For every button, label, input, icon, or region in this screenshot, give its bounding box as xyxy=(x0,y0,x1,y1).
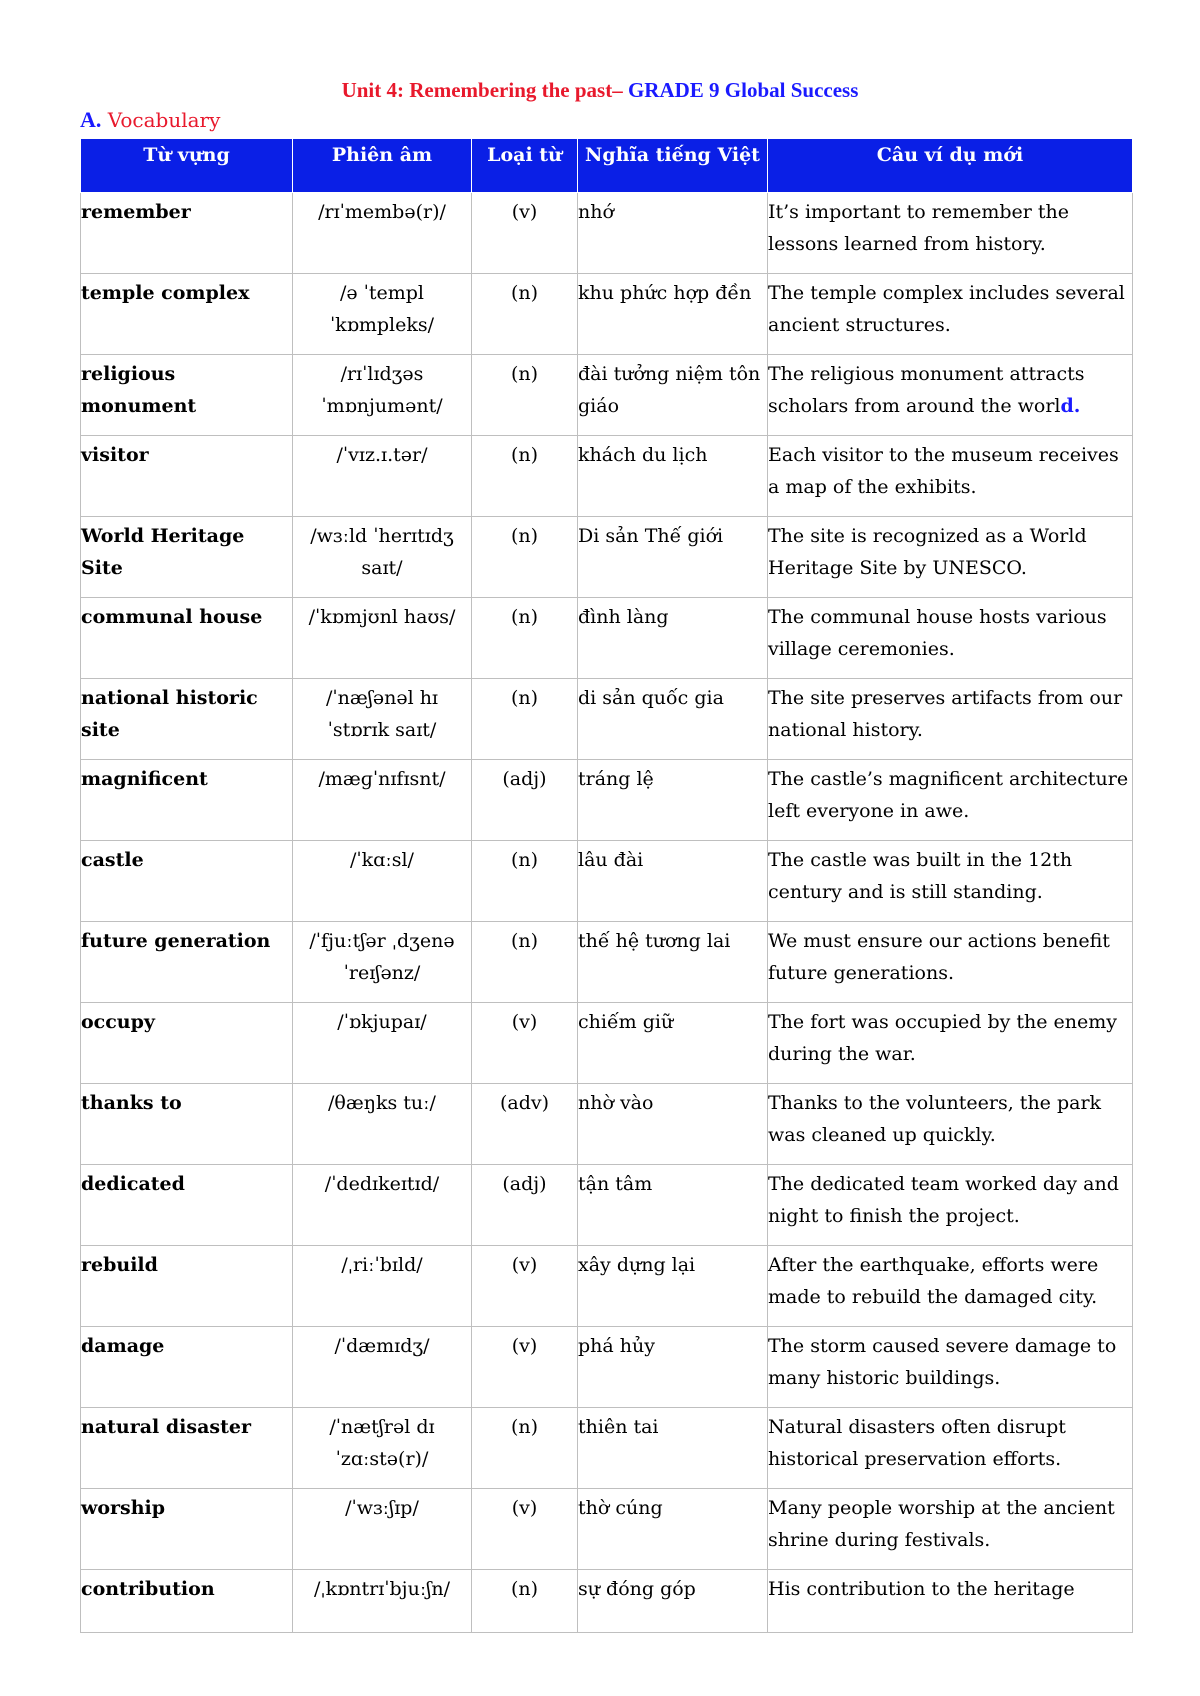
header-word: Từ vựng xyxy=(81,139,293,193)
example-accent: d. xyxy=(1060,395,1081,417)
cell-example: We must ensure our actions benefit future generations. xyxy=(768,922,1133,1003)
cell-ipa: /ˌriːˈbɪld/ xyxy=(293,1246,472,1327)
table-row xyxy=(81,1165,1133,1246)
cell-example: Thanks to the volunteers, the park was cleaned up quickly. xyxy=(768,1084,1133,1165)
cell-pos: (n) xyxy=(472,274,578,355)
cell-example: The castle was built in the 12th century and is still standing. xyxy=(768,841,1133,922)
cell-word: communal house xyxy=(81,598,293,679)
cell-meaning: xây dựng lại xyxy=(578,1246,768,1327)
cell-example: Each visitor to the museum receives a map of the exhibits. xyxy=(768,436,1133,517)
table-row xyxy=(81,1570,1133,1633)
table-row xyxy=(81,1003,1133,1084)
cell-pos: (n) xyxy=(472,355,578,436)
table-header-row xyxy=(81,139,1133,193)
cell-word: thanks to xyxy=(81,1084,293,1165)
cell-word: rebuild xyxy=(81,1246,293,1327)
cell-meaning: tráng lệ xyxy=(578,760,768,841)
cell-word: World Heritage Site xyxy=(81,517,293,598)
cell-meaning: thờ cúng xyxy=(578,1489,768,1570)
cell-meaning: chiếm giữ xyxy=(578,1003,768,1084)
cell-ipa: /ˈfjuːtʃər ˌdʒenə ˈreɪʃənz/ xyxy=(293,922,472,1003)
table-row xyxy=(81,436,1133,517)
cell-example: It’s important to remember the lessons learned from history. xyxy=(768,193,1133,274)
cell-example: The dedicated team worked day and night to finish the project. xyxy=(768,1165,1133,1246)
cell-example: The castle’s magnificent architecture left everyone in awe. xyxy=(768,760,1133,841)
cell-meaning: lâu đài xyxy=(578,841,768,922)
title-grade: GRADE 9 Global Success xyxy=(627,78,859,102)
cell-word: worship xyxy=(81,1489,293,1570)
cell-word: occupy xyxy=(81,1003,293,1084)
cell-pos: (v) xyxy=(472,1246,578,1327)
cell-ipa: /wɜːld ˈherɪtɪdʒ saɪt/ xyxy=(293,517,472,598)
cell-word: national historic site xyxy=(81,679,293,760)
table-row xyxy=(81,598,1133,679)
cell-word: dedicated xyxy=(81,1165,293,1246)
table-row xyxy=(81,1408,1133,1489)
cell-example: The site is recognized as a World Heritage Site by UNESCO. xyxy=(768,517,1133,598)
table-row xyxy=(81,355,1133,436)
cell-pos: (n) xyxy=(472,841,578,922)
cell-meaning: thế hệ tương lai xyxy=(578,922,768,1003)
cell-pos: (v) xyxy=(472,193,578,274)
cell-example: The temple complex includes several ancient structures. xyxy=(768,274,1133,355)
cell-ipa: /ˈvɪz.ɪ.tər/ xyxy=(293,436,472,517)
cell-ipa: /ˈkɑːsl/ xyxy=(293,841,472,922)
cell-meaning: khách du lịch xyxy=(578,436,768,517)
cell-word: temple complex xyxy=(81,274,293,355)
cell-ipa: /rɪˈmembə(r)/ xyxy=(293,193,472,274)
section-letter: A. xyxy=(80,107,102,132)
header-ipa: Phiên âm xyxy=(293,139,472,193)
table-row xyxy=(81,841,1133,922)
header-pos: Loại từ xyxy=(472,139,578,193)
cell-example: Natural disasters often disrupt historical preservation efforts. xyxy=(768,1408,1133,1489)
title-unit: Unit 4: Remembering the past– xyxy=(341,78,628,102)
cell-pos: (n) xyxy=(472,679,578,760)
cell-word: remember xyxy=(81,193,293,274)
cell-example: The fort was occupied by the enemy during the war. xyxy=(768,1003,1133,1084)
cell-example: His contribution to the heritage xyxy=(768,1570,1133,1633)
cell-example: The communal house hosts various village ceremonies. xyxy=(768,598,1133,679)
cell-pos: (n) xyxy=(472,598,578,679)
cell-ipa: /ˈdedɪkeɪtɪd/ xyxy=(293,1165,472,1246)
cell-word: damage xyxy=(81,1327,293,1408)
cell-pos: (v) xyxy=(472,1003,578,1084)
cell-word: visitor xyxy=(81,436,293,517)
cell-meaning: phá hủy xyxy=(578,1327,768,1408)
cell-ipa: /ˈdæmɪdʒ/ xyxy=(293,1327,472,1408)
cell-meaning: thiên tai xyxy=(578,1408,768,1489)
cell-meaning: đài tưởng niệm tôn giáo xyxy=(578,355,768,436)
section-word: Vocabulary xyxy=(107,108,221,132)
table-row xyxy=(81,1327,1133,1408)
header-meaning: Nghĩa tiếng Việt xyxy=(578,139,768,193)
example-text: The religious monument attracts scholars from around the worl xyxy=(768,363,1085,417)
cell-meaning: đình làng xyxy=(578,598,768,679)
table-row xyxy=(81,1084,1133,1165)
header-example: Câu ví dụ mới xyxy=(768,139,1133,193)
table-row xyxy=(81,1489,1133,1570)
cell-meaning: nhớ xyxy=(578,193,768,274)
cell-ipa: /mæɡˈnɪfɪsnt/ xyxy=(293,760,472,841)
cell-pos: (adj) xyxy=(472,760,578,841)
cell-example: After the earthquake, efforts were made to rebuild the damaged city. xyxy=(768,1246,1133,1327)
cell-ipa: /ˈnætʃrəl dɪ ˈzɑːstə(r)/ xyxy=(293,1408,472,1489)
cell-meaning: Di sản Thế giới xyxy=(578,517,768,598)
cell-pos: (v) xyxy=(472,1327,578,1408)
table-row xyxy=(81,1246,1133,1327)
cell-pos: (n) xyxy=(472,1408,578,1489)
table-row xyxy=(81,679,1133,760)
cell-ipa: /ˈkɒmjʊnl haʊs/ xyxy=(293,598,472,679)
cell-word: contribution xyxy=(81,1570,293,1633)
cell-word: future generation xyxy=(81,922,293,1003)
cell-ipa: /ˈɒkjupaɪ/ xyxy=(293,1003,472,1084)
cell-example xyxy=(768,355,1133,436)
table-row xyxy=(81,760,1133,841)
cell-word: magnificent xyxy=(81,760,293,841)
cell-meaning: di sản quốc gia xyxy=(578,679,768,760)
cell-pos: (adj) xyxy=(472,1165,578,1246)
cell-word: castle xyxy=(81,841,293,922)
cell-ipa: /ə ˈtempl ˈkɒmpleks/ xyxy=(293,274,472,355)
cell-ipa: /ˈwɜːʃɪp/ xyxy=(293,1489,472,1570)
cell-ipa: /θæŋks tuː/ xyxy=(293,1084,472,1165)
table-row xyxy=(81,274,1133,355)
cell-meaning: khu phức hợp đền xyxy=(578,274,768,355)
cell-example: The storm caused severe damage to many historic buildings. xyxy=(768,1327,1133,1408)
table-row xyxy=(81,922,1133,1003)
cell-pos: (v) xyxy=(472,1489,578,1570)
cell-ipa: /rɪˈlɪdʒəs ˈmɒnjumənt/ xyxy=(293,355,472,436)
table-row xyxy=(81,193,1133,274)
cell-ipa: /ˈnæʃənəl hɪ ˈstɒrɪk saɪt/ xyxy=(293,679,472,760)
table-row xyxy=(81,517,1133,598)
cell-pos: (n) xyxy=(472,436,578,517)
cell-word: natural disaster xyxy=(81,1408,293,1489)
cell-example: The site preserves artifacts from our national history. xyxy=(768,679,1133,760)
cell-pos: (n) xyxy=(472,1570,578,1633)
cell-ipa: /ˌkɒntrɪˈbjuːʃn/ xyxy=(293,1570,472,1633)
cell-meaning: nhờ vào xyxy=(578,1084,768,1165)
cell-meaning: tận tâm xyxy=(578,1165,768,1246)
cell-meaning: sự đóng góp xyxy=(578,1570,768,1633)
document-title xyxy=(0,78,1200,103)
cell-pos: (n) xyxy=(472,922,578,1003)
cell-word: religious monument xyxy=(81,355,293,436)
vocabulary-table xyxy=(80,138,1133,1633)
section-heading xyxy=(80,107,220,133)
cell-example: Many people worship at the ancient shrine during festivals. xyxy=(768,1489,1133,1570)
cell-pos: (adv) xyxy=(472,1084,578,1165)
cell-pos: (n) xyxy=(472,517,578,598)
